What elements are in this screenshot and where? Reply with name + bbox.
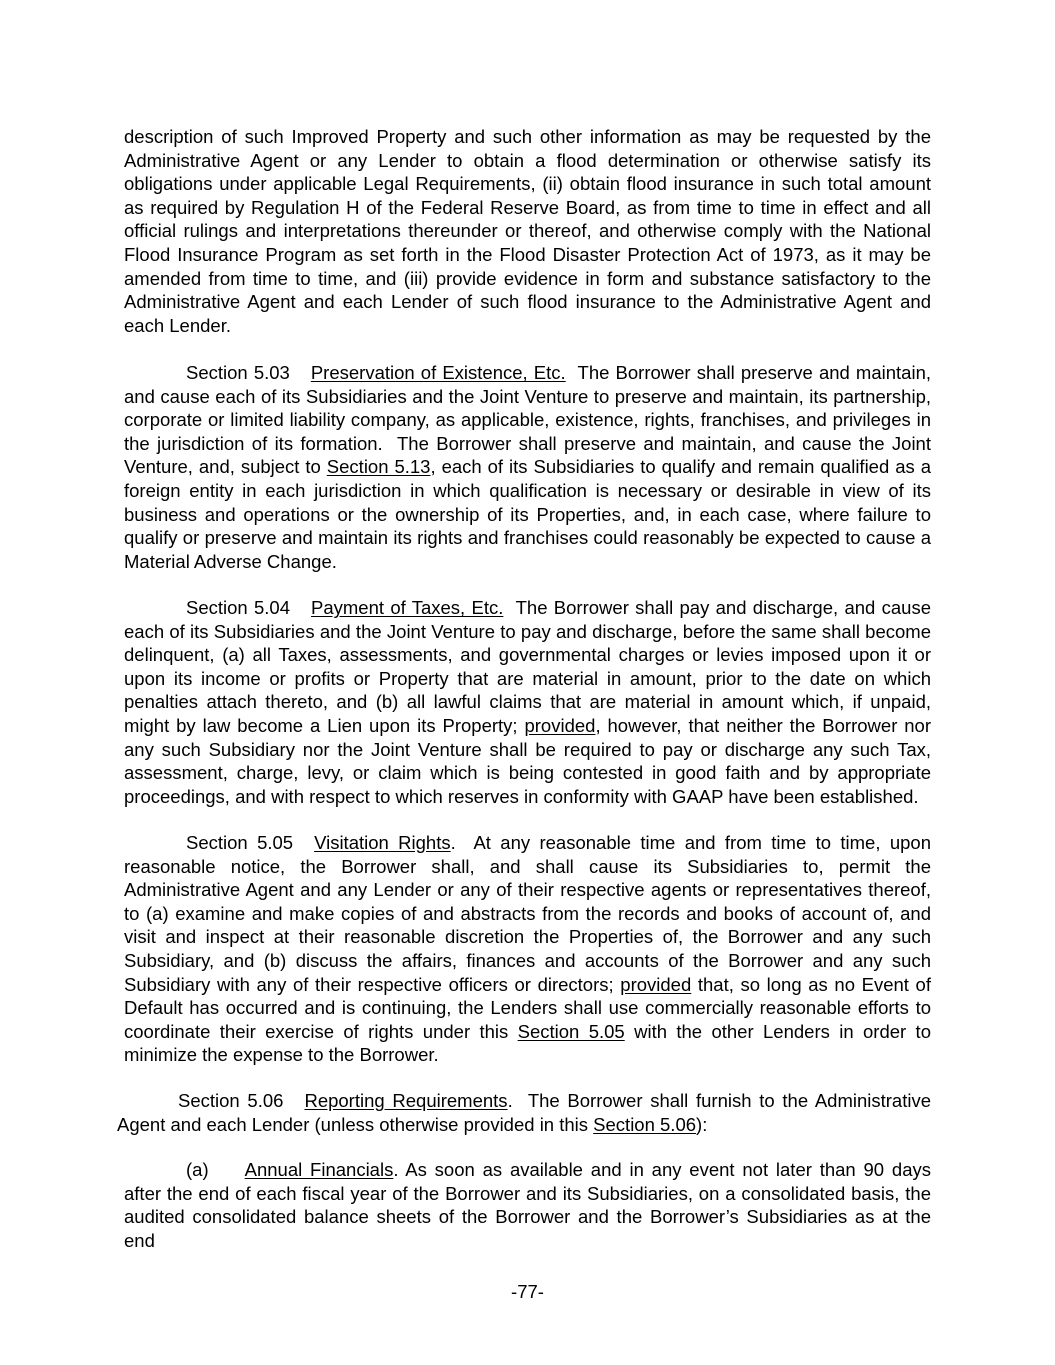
- provided-term: provided: [620, 973, 692, 995]
- clause-label: (a): [186, 1159, 209, 1180]
- section-number: Section 5.03: [186, 362, 290, 383]
- section-heading: Preservation of Existence, Etc.: [310, 362, 566, 383]
- provided-term: provided: [524, 714, 596, 736]
- section-reference-link[interactable]: Section 5.13: [326, 456, 431, 478]
- section-reference-link[interactable]: Section 5.05: [517, 1020, 625, 1042]
- section-text: . At any reasonable time and from time to time, upon reasonable notice, the Borrower shall, and shall cause its Subsidiaries to, permit the Administrative Agent and any Lender or any of their respective agents or representatives thereof, to (a) examine and make copies of and abstracts from the records and books of account of, and visit and inspect at their reasonable discretion the Properties of, the Borrower and any such Subsidiary, and (b) discuss the affairs, finances and accounts of the Borrower and any such Subsidiary with any of their respective officers or directors;: [124, 832, 937, 995]
- paragraph-text: description of such Improved Property and such other information as may be requested by the Administrative Agent or any Lender to obtain a flood determination or otherwise satisfy its obligations under applicable Legal Requirements, (ii) obtain flood insurance in such total amount as required by Regulation H of the Federal Reserve Board, as from time to time in effect and all official rulings and interpretations thereunder or thereof, and otherwise comply with the National Flood Insurance Program as set forth in the Flood Disaster Protection Act of 1973, as it may be amended from time to time, and (iii) provide evidence in form and substance satisfactory to the Administrative Agent and each Lender of such flood insurance to the Administrative Agent and each Lender.: [124, 126, 931, 336]
- section-heading: Visitation Rights: [314, 832, 451, 853]
- section-heading: Payment of Taxes, Etc.: [311, 597, 504, 618]
- page-number: -77-: [511, 1281, 544, 1302]
- section-text: The Borrower shall preserve and maintain, and cause each of its Subsidiaries and the Joint Venture to preserve and maintain, its partnership, corporate or limited liability company, as applicable, existence, rights, franchises, and privileges in the jurisdiction of its formation. The Borrower shall preserve and maintain, and cause the Joint Venture, and, subject to: [124, 362, 937, 478]
- clause-text: . As soon as available and in any event not later than 90 days after the end of each fiscal year of the Borrower and its Subsidiaries, on a consolidated basis, the audited consolidated balance sheets of the Borrower and the Borrower’s Subsidiaries as at the end: [124, 1159, 931, 1251]
- section-5-05: [124, 831, 937, 1067]
- section-text: with the other Lenders in order to minimize the expense to the Borrower.: [124, 1020, 931, 1066]
- section-number: Section 5.06: [178, 1090, 284, 1111]
- section-5-04: [124, 596, 937, 808]
- section-text: The Borrower shall pay and discharge, and cause each of its Subsidiaries and the Joint Venture to pay and discharge, before the same shall become delinquent, (a) all Taxes, assessments, and governmental charges or levies imposed upon it or upon its income or profits or Property that are material in amount, prior to the date on which penalties attach thereto, and (b) all lawful claims that are material in amount which, if unpaid, might by law become a Lien upon its Property;: [124, 597, 937, 736]
- section-number: Section 5.04: [186, 597, 291, 618]
- paragraph-flood-insurance: [124, 125, 931, 337]
- section-heading: Reporting Requirements: [304, 1090, 508, 1111]
- section-number: Section 5.05: [186, 832, 294, 853]
- section-5-06-a-annual-financials: [124, 1158, 931, 1252]
- section-reference-link[interactable]: Section 5.06: [593, 1113, 697, 1135]
- section-text: , each of its Subsidiaries to qualify and remain qualified as a foreign entity in each jurisdiction in which qualification is necessary or desirable in view of its business and operations or the ownership of its Properties, and, in each case, where failure to qualify or preserve and maintain its rights and franchises could reasonably be expected to cause a Material Adverse Change.: [124, 456, 931, 572]
- section-text: ):: [696, 1113, 708, 1135]
- section-5-03: [124, 361, 937, 573]
- section-text: that, so long as no Event of Default has occurred and is continuing, the Lenders shall use commercially reasonable efforts to coordinate their exercise of rights under this: [124, 973, 931, 1042]
- section-text: , however, that neither the Borrower nor any such Subsidiary nor the Joint Venture shall be required to pay or discharge any such Tax, assessment, charge, levy, or claim which is being contested in good faith and by appropriate proceedings, and with respect to which reserves in conformity with GAAP have been established.: [124, 714, 931, 807]
- section-text: . The Borrower shall furnish to the Administrative Agent and each Lender (unless otherwise provided in this: [117, 1090, 936, 1135]
- clause-heading: Annual Financials: [244, 1159, 394, 1180]
- section-5-06: [117, 1089, 936, 1136]
